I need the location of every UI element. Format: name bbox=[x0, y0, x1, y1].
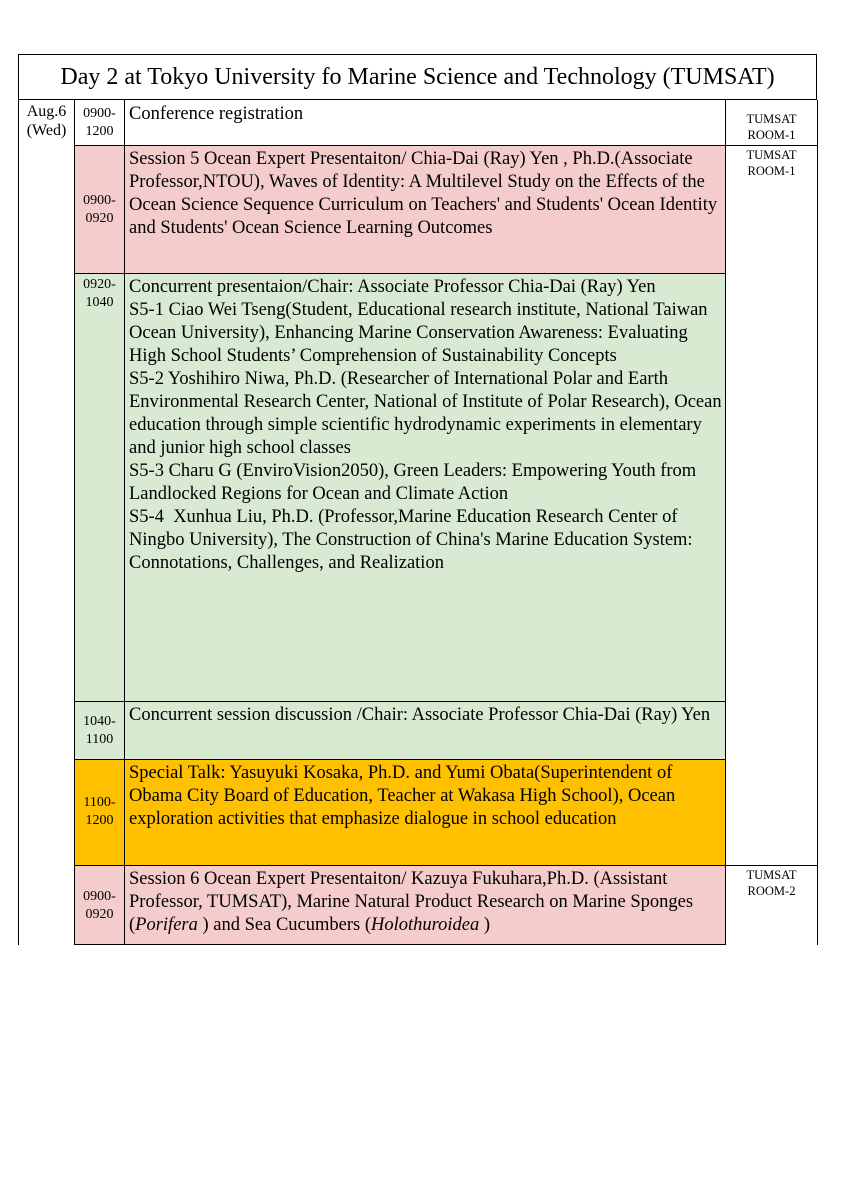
time-cell bbox=[75, 146, 124, 273]
table-border bbox=[74, 145, 818, 146]
time-end: 1040 bbox=[85, 295, 114, 310]
time-end: 0920 bbox=[85, 210, 114, 226]
taxon-holothuroidea: Holothuroidea bbox=[371, 915, 480, 935]
session-text-part: Session 6 Ocean Expert Presentaiton/ Kazuya Fukuhara,Ph.D. (Assistant Professor, TUMSAT), Marine Natural Product Research on Marine Sponges ( bbox=[129, 869, 694, 935]
session-text: Session 5 Ocean Expert Presentaiton/ Chia-Dai (Ray) Yen , Ph.D.(Associate Professor,NTOU), Waves of Identity: A Multilevel Study on the Effects of the Ocean Science Sequence Curriculum on Teachers' and Students' Ocean Identity and Students' Ocean Science Learning Outcomes bbox=[129, 149, 718, 238]
time-start: 0900- bbox=[83, 889, 116, 904]
table-border bbox=[817, 100, 818, 945]
session-cell bbox=[125, 146, 725, 273]
date-day: Aug.6 bbox=[26, 103, 67, 120]
room-line: TUMSAT bbox=[746, 148, 797, 162]
presentation-s5-2: S5-2 Yoshihiro Niwa, Ph.D. (Researcher of International Polar and Earth Environmental Research Center, National of Institute of Polar Research), Ocean education through simple scientific hydrodynamic experiments in elementary and junior high school classes bbox=[129, 369, 722, 458]
session-text bbox=[129, 868, 722, 937]
time-end: 1100 bbox=[85, 731, 114, 747]
presentation-s5-1: S5-1 Ciao Wei Tseng(Student, Educational research institute, National Taiwan Ocean University), Enhancing Marine Conservation Awareness: Evaluating High School Students’ Comprehension of Sustainability Concepts bbox=[129, 300, 708, 366]
time-cell bbox=[75, 760, 124, 865]
time-end: 1200 bbox=[85, 124, 114, 139]
room-cell bbox=[726, 111, 817, 143]
room-line: TUMSAT bbox=[746, 868, 797, 882]
time-start: 1040- bbox=[83, 713, 116, 729]
table-border bbox=[74, 944, 726, 945]
table-border bbox=[18, 100, 19, 945]
table-border bbox=[74, 273, 726, 274]
session-text: Special Talk: Yasuyuki Kosaka, Ph.D. and Yumi Obata(Superintendent of Obama City Board of Education, Teacher at Wakasa High School), Ocean exploration activities that emphasize dialogue in school education bbox=[129, 763, 676, 829]
session-cell bbox=[125, 101, 725, 145]
session-cell bbox=[125, 866, 725, 944]
presentation-s5-4: S5-4 Xunhua Liu, Ph.D. (Professor,Marine Education Research Center of Ningbo University), The Construction of China's Marine Education System: Connotations, Challenges, and Realization bbox=[129, 507, 698, 573]
room-cell bbox=[726, 147, 817, 179]
date-weekday: (Wed) bbox=[26, 122, 67, 139]
table-border bbox=[74, 701, 726, 702]
room-cell bbox=[726, 867, 817, 899]
time-cell bbox=[75, 101, 124, 145]
taxon-porifera: Porifera bbox=[135, 915, 198, 935]
session-chair-line: Concurrent presentaion/Chair: Associate Professor Chia-Dai (Ray) Yen bbox=[129, 277, 656, 297]
table-border bbox=[74, 100, 75, 945]
session-text-part: ) bbox=[479, 915, 491, 935]
session-text: Conference registration bbox=[129, 104, 304, 124]
room-line: ROOM-2 bbox=[747, 884, 796, 898]
table-border bbox=[74, 865, 818, 866]
session-cell bbox=[125, 274, 725, 701]
time-cell bbox=[75, 702, 124, 759]
time-start: 0920- bbox=[83, 277, 116, 292]
table-border bbox=[725, 100, 726, 945]
table-border bbox=[74, 759, 726, 760]
room-line: TUMSAT bbox=[746, 112, 797, 126]
time-end: 1200 bbox=[85, 813, 114, 828]
presentation-s5-3: S5-3 Charu G (EnviroVision2050), Green Leaders: Empowering Youth from Landlocked Regions for Ocean and Climate Action bbox=[129, 461, 697, 504]
time-start: 0900- bbox=[83, 192, 116, 208]
session-cell bbox=[125, 760, 725, 865]
time-end: 0920 bbox=[85, 907, 114, 922]
time-start: 0900- bbox=[83, 106, 116, 121]
time-start: 1100- bbox=[83, 795, 116, 810]
page-title: Day 2 at Tokyo University fo Marine Science and Technology (TUMSAT) bbox=[18, 54, 817, 100]
time-cell bbox=[75, 866, 124, 944]
session-text: Concurrent session discussion /Chair: Associate Professor Chia-Dai (Ray) Yen bbox=[129, 705, 711, 725]
room-line: ROOM-1 bbox=[747, 128, 796, 142]
time-cell bbox=[75, 274, 124, 701]
date-cell bbox=[19, 101, 74, 140]
session-text-part: ) and Sea Cucumbers ( bbox=[197, 915, 372, 935]
table-border bbox=[124, 100, 125, 945]
room-line: ROOM-1 bbox=[747, 164, 796, 178]
session-cell bbox=[125, 702, 725, 759]
